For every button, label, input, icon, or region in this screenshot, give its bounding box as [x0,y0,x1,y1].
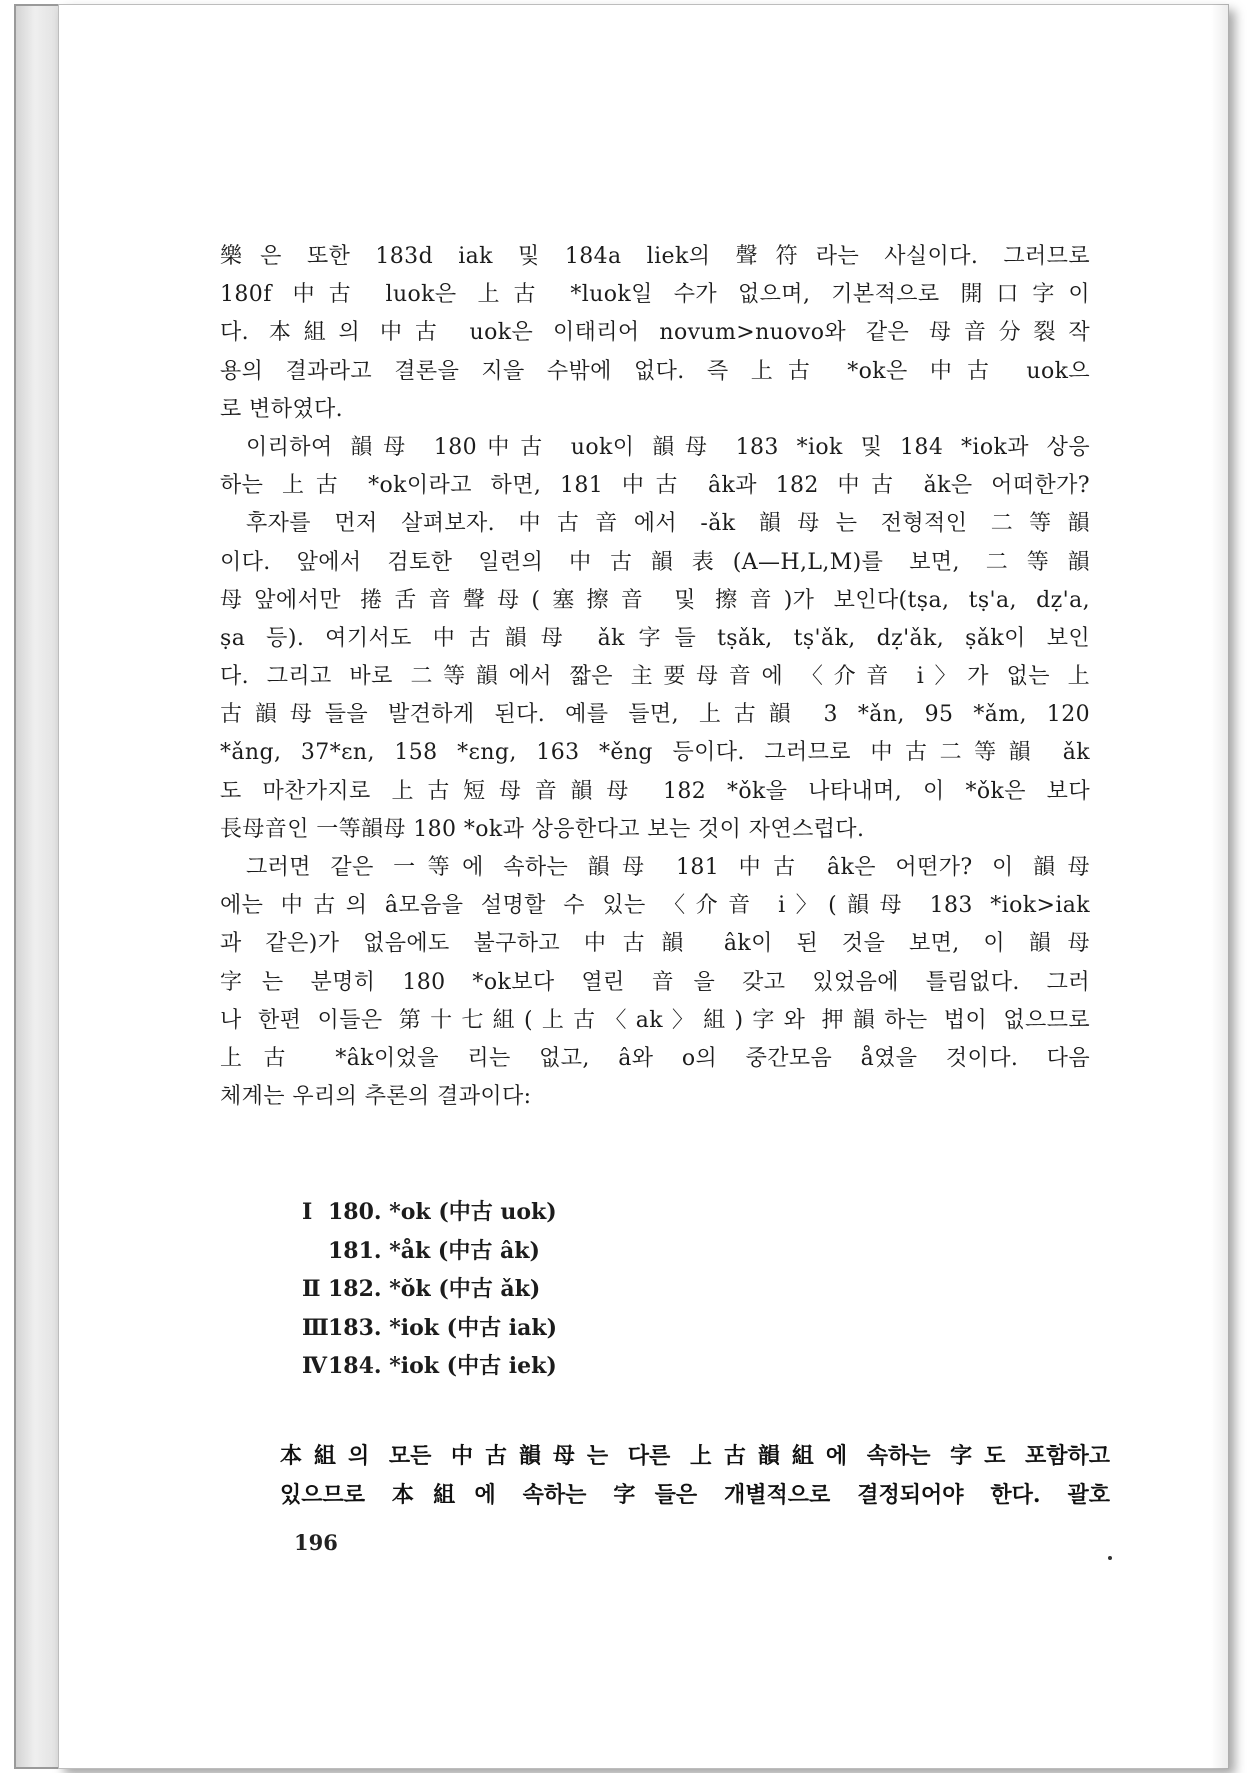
text-line: 에는 中古의 â모음을 설명할 수 있는 〈介音 i〉(韻母 183 *iok>iak [220,893,1090,919]
roman-numeral: Ⅱ [302,1276,321,1302]
list-item-text: 184. *iok (中古 iek) [328,1353,557,1379]
text-line: 다. 本組의 中古 uok은 이태리어 novum>nuovo와 같은 母音分裂작 [220,320,1090,346]
text-line: 체계는 우리의 추론의 결과이다: [220,1084,532,1110]
rhyme-system-list [302,1193,802,1386]
text-line: *ǎng, 37*ɛn, 158 *ɛng, 163 *ěng 등이다. 그러므로 中古二等韻 ǎk [220,740,1090,766]
text-line: 長母音인 一等韻母 180 *ok과 상응한다고 보는 것이 자연스럽다. [220,816,865,842]
text-line: 古韻母들을 발견하게 된다. 예를 들면, 上古韻 3 *ǎn, 95 *ǎm, 120 [220,702,1090,728]
text-line: 후자를 먼저 살펴보자. 中古音에서 -ǎk 韻母는 전형적인 二等韻 [246,511,1090,537]
roman-numeral: Ⅲ [302,1314,329,1341]
text-line: 과 같은)가 없음에도 불구하고 中古韻 âk이 된 것을 보면, 이 韻母 [220,931,1090,957]
text-line: 母앞에서만 捲舌音聲母(塞擦音 및 擦音)가 보인다(tṣa, tṣ'a, dẓ'a, [220,587,1090,613]
text-line: 上古 *âk이었을 리는 없고, â와 o의 중간모음 å였을 것이다. 다음 [220,1045,1090,1071]
print-speck [1108,1556,1112,1560]
text-line: 하는 上古 *ok이라고 하면, 181 中古 âk과 182 中古 ǎk은 어떠한가? [220,473,1090,499]
list-item [302,1193,802,1232]
text-line: 樂은 또한 183d iak 및 184a liek의 聲符라는 사실이다. 그러므로 [220,244,1090,269]
text-line: 용의 결과라고 결론을 지을 수밖에 없다. 즉 上古 *ok은 中古 uok으 [220,358,1090,384]
list-item-text: 183. *iok (中古 iak) [328,1314,558,1341]
list-item [302,1309,802,1348]
list-item [302,1347,802,1386]
text-line: ṣa 등). 여기서도 中古韻母 ǎk字들 tṣǎk, tṣ'ǎk, dẓ'ǎk, ṣǎk이 보인 [220,625,1090,651]
list-item [302,1232,802,1271]
text-line: 字는 분명히 180 *ok보다 열린 音을 갖고 있었음에 틀림없다. 그러 [220,969,1090,995]
body-text [220,238,1090,1116]
roman-numeral: Ⅳ [302,1353,327,1379]
page-number: 196 [294,1530,338,1555]
text-line: 180f 中古 luok은 上古 *luok일 수가 없으며, 기본적으로 開口字이 [220,282,1090,308]
roman-numeral: Ⅰ [302,1199,313,1225]
text-line: 있으므로 本組에 속하는 字들은 개별적으로 결정되어야 한다. 괄호 [280,1482,1110,1508]
text-line: 本組의 모든 中古韻母는 다른 上古韻組에 속하는 字도 포함하고 [280,1443,1110,1469]
closing-paragraph [280,1437,1110,1515]
book-spine-edge [14,4,58,1769]
list-item-text: 180. *ok (中古 uok) [328,1199,557,1225]
list-item-text: 181. *åk (中古 âk) [328,1237,540,1264]
text-line: 로 변하였다. [220,396,344,422]
text-line: 이다. 앞에서 검토한 일련의 中古韻表(A—H,L,M)를 보면, 二等韻 [220,549,1090,575]
text-line: 도 마찬가지로 上古短母音韻母 182 *ǒk을 나타내며, 이 *ǒk은 보다 [220,778,1090,804]
text-line: 이리하여 韻母 180中古 uok이 韻母 183 *iok 및 184 *iok과 상응 [246,434,1090,460]
list-item-text: 182. *ǒk (中古 ǎk) [328,1276,541,1302]
text-line: 그러면 같은 一等에 속하는 韻母 181 中古 âk은 어떤가? 이 韻母 [246,855,1090,880]
text-line: 다. 그리고 바로 二等韻에서 짧은 主要母音에 〈介音 i〉가 없는 上 [220,664,1090,690]
text-line: 나 한편 이들은 第十七組(上古〈ak〉組)字와 押韻하는 법이 없으므로 [220,1007,1090,1033]
roman-numeral [302,1232,328,1271]
list-item [302,1270,802,1309]
